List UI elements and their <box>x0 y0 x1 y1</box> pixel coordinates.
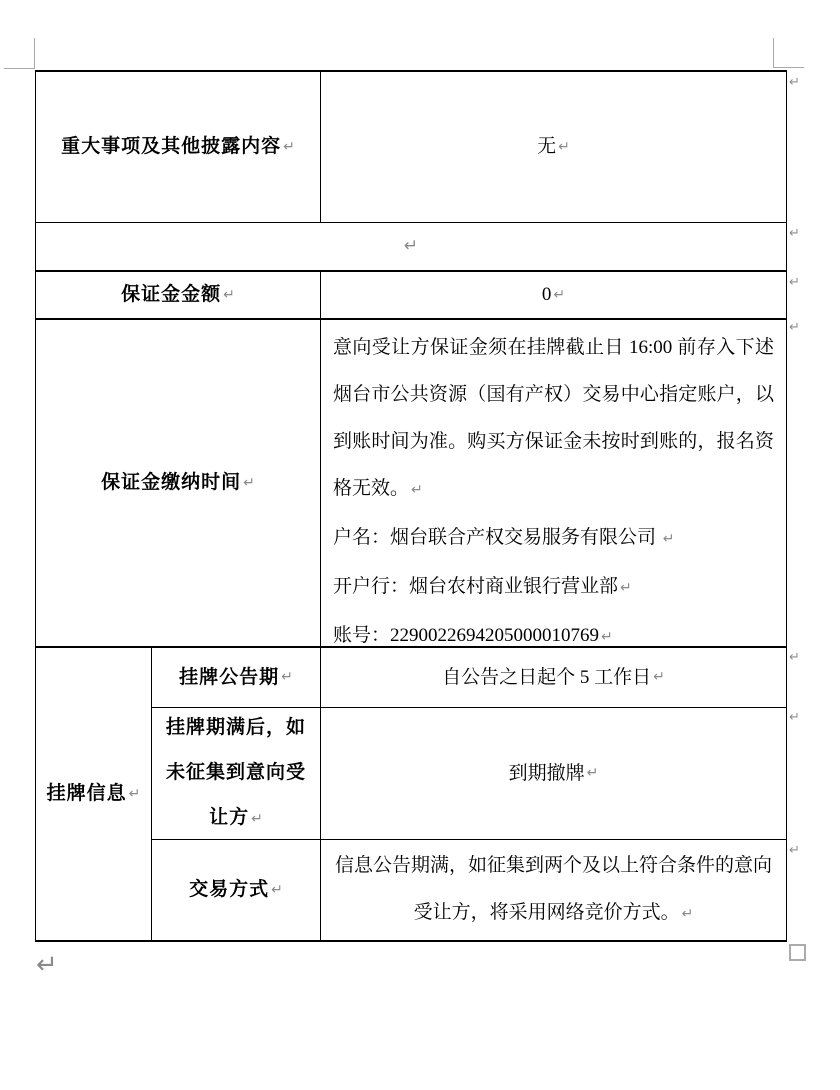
paragraph-mark-icon: ↵ <box>251 811 263 827</box>
paragraph-mark-icon: ↵ <box>662 531 675 547</box>
paragraph-mark-icon: ↵ <box>681 906 694 922</box>
paragraph-mark-icon: ↵ <box>653 669 665 686</box>
paragraph-mark-icon: ↵ <box>403 236 419 257</box>
paragraph-mark-icon: ↵ <box>223 286 235 303</box>
paragraph-mark-icon: ↵ <box>283 138 295 155</box>
cell-major-disclosure-label[interactable] <box>36 72 320 222</box>
expiry-label <box>152 705 320 842</box>
paragraph-mark-icon: ↵ <box>558 138 570 155</box>
row-end-mark-icon: ↵ <box>789 650 800 665</box>
cell-announcement-period-label[interactable] <box>152 648 320 707</box>
expiry-label-text: 挂牌期满后，如未征集到意向受让方 <box>165 717 306 828</box>
trade-method-value: 信息公告期满，如征集到两个及以上符合条件的意向受让方，将采用网络竞价方式。 <box>335 855 773 923</box>
paragraph-mark-icon: ↵ <box>271 881 283 898</box>
margin-crop-mark-top-left-icon <box>4 38 35 69</box>
row-end-mark-icon: ↵ <box>789 275 800 290</box>
paragraph-mark-icon: ↵ <box>601 629 613 645</box>
paragraph-mark-icon: ↵ <box>586 765 599 782</box>
table-border-line <box>35 940 787 942</box>
deposit-notice-text: 意向受让方保证金须在挂牌截止日 16:00 前存入下述烟台市公共资源（国有产权）交易中心指定账户，以到账时间为准。购买方保证金未按时到账的，报名资格无效。 <box>333 337 774 499</box>
paragraph-mark-icon: ↵ <box>243 474 255 491</box>
cell-listing-info-label[interactable] <box>36 648 151 940</box>
cell-expiry-value[interactable] <box>321 708 786 839</box>
cell-deposit-amount-label[interactable] <box>36 272 320 318</box>
trade-method-label: 交易方式 <box>189 879 270 901</box>
cell-deposit-amount-value[interactable] <box>321 272 786 318</box>
disclosure-table <box>35 70 787 942</box>
row-end-mark-icon: ↵ <box>789 75 800 90</box>
object-anchor-square-icon <box>789 944 806 961</box>
paragraph-mark-icon: ↵ <box>281 669 293 686</box>
account-name-text: 户名：烟台联合产权交易服务有限公司 <box>333 527 661 548</box>
account-number-text: 账号：2290022694205000010769 <box>333 625 600 646</box>
paragraph-mark-icon: ↵ <box>620 580 632 596</box>
deposit-time-label: 保证金缴纳时间 <box>101 472 242 494</box>
cell-trade-method-value[interactable] <box>321 840 786 940</box>
deposit-amount-value: 0 <box>541 284 552 306</box>
paragraph-mark-icon: ↵ <box>128 785 141 802</box>
cell-empty-row[interactable] <box>36 223 786 270</box>
trade-method-value-wrap <box>321 842 786 938</box>
major-disclosure-label: 重大事项及其他披露内容 <box>61 136 282 158</box>
row-end-mark-icon: ↵ <box>789 320 800 335</box>
cell-trade-method-label[interactable] <box>152 840 320 940</box>
paragraph-mark-icon: ↵ <box>411 482 423 498</box>
announcement-period-value: 自公告之日起个 5 工作日 <box>442 666 652 688</box>
cell-major-disclosure-value[interactable] <box>321 72 786 222</box>
cell-deposit-time-label[interactable] <box>36 320 320 646</box>
announcement-period-label: 挂牌公告期 <box>179 666 280 688</box>
paragraph-mark-icon: ↵ <box>553 286 566 303</box>
row-end-mark-icon: ↵ <box>789 710 800 725</box>
row-end-mark-icon: ↵ <box>789 843 800 858</box>
cell-deposit-time-value[interactable] <box>321 320 786 646</box>
margin-crop-mark-top-right-icon <box>773 38 804 68</box>
table-border-line <box>786 70 787 942</box>
cell-announcement-period-value[interactable] <box>321 648 786 707</box>
deposit-amount-label: 保证金金额 <box>121 284 222 306</box>
listing-info-label: 挂牌信息 <box>46 783 127 805</box>
bank-text: 开户行：烟台农村商业银行营业部 <box>333 576 619 597</box>
expiry-value: 到期撤牌 <box>508 762 585 784</box>
cell-expiry-label[interactable] <box>152 708 320 839</box>
row-end-mark-icon: ↵ <box>789 226 800 241</box>
paragraph-mark-icon: ↵ <box>36 950 58 980</box>
major-disclosure-value: 无 <box>537 136 557 158</box>
